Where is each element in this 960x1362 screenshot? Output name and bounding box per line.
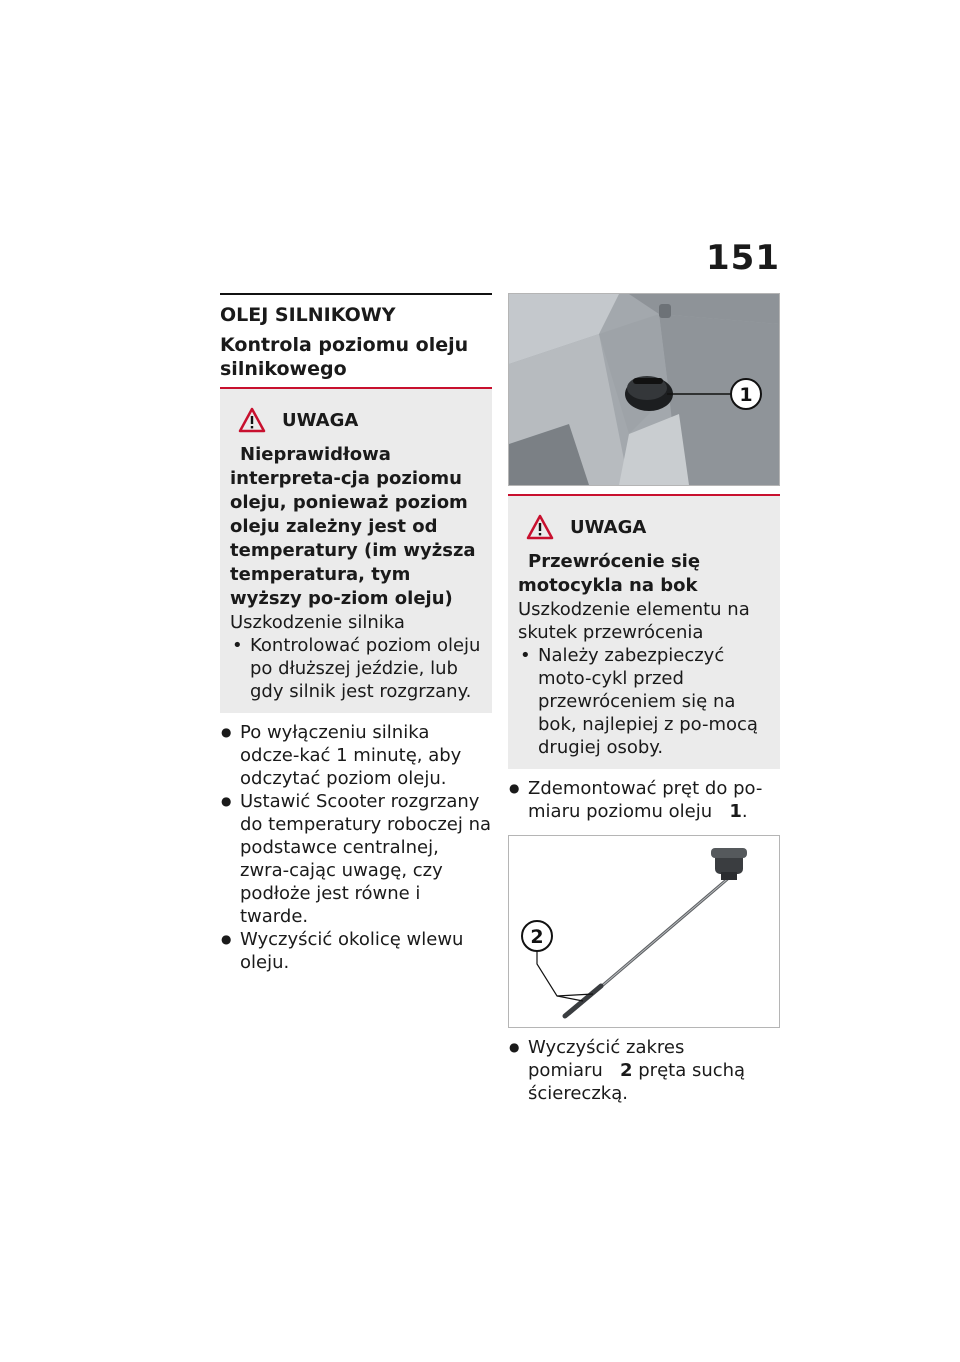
warning-heading: Nieprawidłowa interpreta-cja poziomu oleju, ponieważ poziom oleju zależny jest od temperatury (im wyższa temperatura, tym wyższy po-ziom oleju) — [230, 444, 476, 609]
warning-consequence: Uszkodzenie elementu na skutek przewrócenia — [518, 599, 750, 643]
step-reference: 2 — [619, 1060, 633, 1081]
warning-action: • Kontrolować poziom oleju po dłuższej jeździe, lub gdy silnik jest rozgrzany. — [230, 634, 482, 703]
right-column — [508, 293, 780, 1105]
list-item: ● Wyczyścić okolicę wlewu oleju. — [220, 928, 492, 974]
step-text: Zdemontować pręt do po-miaru poziomu oleju — [528, 778, 763, 822]
oil-dipstick-illustration — [509, 836, 779, 1027]
list-item: ● Ustawić Scooter rozgrzany do temperatury roboczej na podstawce centralnej, zwra-cając uwagę, czy podłoże jest równe i twarde. — [220, 790, 492, 928]
left-column — [220, 293, 492, 974]
step-end: . — [741, 801, 748, 822]
section-divider — [220, 293, 492, 295]
warning-header — [230, 407, 482, 433]
step-text: Wyczyścić zakres pomiaru — [528, 1037, 685, 1081]
steps-list-right — [508, 777, 780, 823]
list-item — [508, 1036, 780, 1105]
warning-triangle-icon — [526, 514, 554, 540]
list-item — [508, 777, 780, 823]
callout-1-label: 1 — [739, 384, 753, 406]
warning-label: UWAGA — [282, 409, 359, 431]
list-item: ● Po wyłączeniu silnika odcze-kać 1 minutę, aby odczytać poziom oleju. — [220, 721, 492, 790]
oil-filler-cap-illustration — [509, 294, 779, 485]
oil-dipstick-drawing — [508, 835, 780, 1028]
step-text-continued: pręta suchą ściereczką. — [528, 1060, 746, 1104]
warning-triangle-icon — [238, 407, 266, 433]
warning-box-engine — [220, 387, 492, 713]
callout-2-label: 2 — [530, 926, 544, 948]
warning-header — [518, 514, 770, 540]
steps-list-left — [220, 721, 492, 974]
subsection-title: Kontrola poziomu oleju silnikowego — [220, 334, 469, 380]
warning-box-tipover — [508, 494, 780, 769]
oil-filler-cap-photo — [508, 293, 780, 486]
warning-heading: Przewrócenie się motocykla na bok — [518, 551, 701, 596]
step-reference: 1 — [729, 801, 742, 822]
warning-action: • Należy zabezpieczyć moto-cykl przed przewróceniem się na bok, najlepiej z po-mocą drugiej osoby. — [518, 644, 770, 759]
page-number: 151 — [706, 238, 780, 278]
warning-label: UWAGA — [570, 516, 647, 538]
warning-consequence: Uszkodzenie silnika — [230, 612, 405, 633]
section-title: OLEJ SILNIKOWY — [220, 304, 396, 326]
steps-list-right-2 — [508, 1036, 780, 1105]
